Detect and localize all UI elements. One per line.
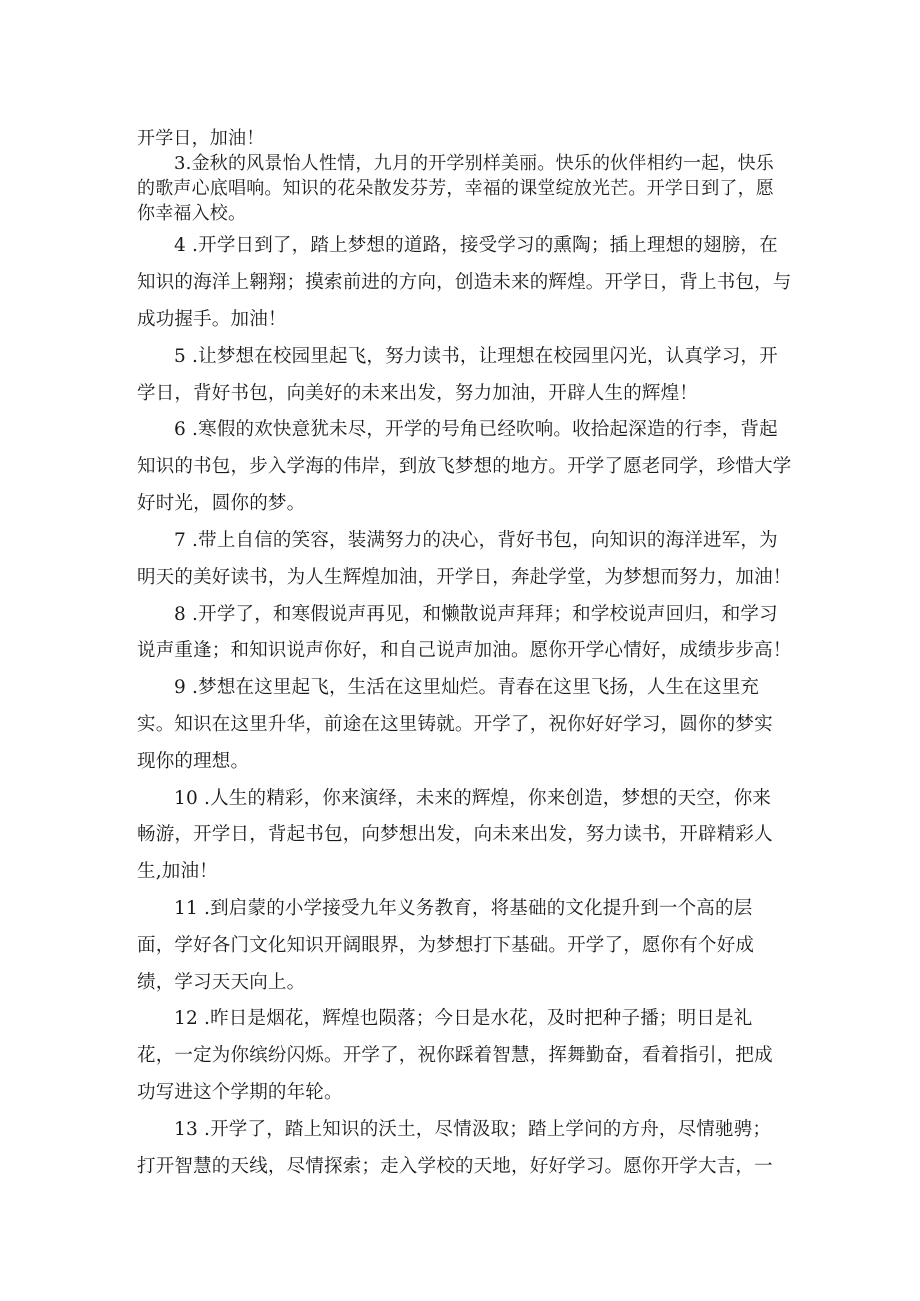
paragraph-line: 明天的美好读书，为人生辉煌加油，开学日，奔赴学堂，为梦想而努力，加油！ <box>137 567 792 588</box>
paragraph-line: 打开智慧的天线，尽情探索；走入学校的天地，好好学习。愿你开学大吉，一 <box>137 1156 773 1177</box>
paragraph-line: 知识的海洋上翱翔；摸索前进的方向，创造未来的辉煌。开学日，背上书包，与 <box>137 272 792 293</box>
paragraph-line: 6 .寒假的欢快意犹未尽，开学的号角已经吹响。收拾起深造的行李，背起 <box>174 419 778 440</box>
paragraph-line: 实。知识在这里升华，前途在这里铸就。开学了，祝你好好学习，圆你的梦实 <box>137 714 773 735</box>
paragraph-line: 12 .昨日是烟花，辉煌也陨落；今日是水花，及时把种子播；明日是礼 <box>174 1008 753 1029</box>
paragraph-line: 绩，学习天天向上。 <box>137 972 306 993</box>
paragraph-line: 成功握手。加油！ <box>137 309 287 330</box>
paragraph-line: 知识的书包，步入学海的伟岸，到放飞梦想的地方。开学了愿老同学，珍惜大学 <box>137 456 792 477</box>
paragraph-line: 现你的理想。 <box>137 751 250 772</box>
paragraph-line: 5 .让梦想在校园里起飞，努力读书，让理想在校园里闪光，认真学习，开 <box>174 346 778 367</box>
paragraph-line: 面，学好各门文化知识开阔眼界，为梦想打下基础。开学了，愿你有个好成 <box>137 935 755 956</box>
paragraph-line: 好时光，圆你的梦。 <box>137 493 306 514</box>
paragraph-line: 4 .开学日到了，踏上梦想的道路，接受学习的熏陶；插上理想的翅膀，在 <box>174 235 778 256</box>
paragraph-line: 11 .到启蒙的小学接受九年义务教育，将基础的文化提升到一个高的层 <box>174 898 753 919</box>
paragraph-line: 7 .带上自信的笑容，装满努力的决心，背好书包，向知识的海洋进军，为 <box>174 530 778 551</box>
paragraph-line: 畅游，开学日，背起书包，向梦想出发，向未来出发，努力读书，开辟精彩人 <box>137 824 773 845</box>
paragraph-line: 的歌声心底唱响。知识的花朵散发芬芳，幸福的课堂绽放光芒。开学日到了，愿 <box>137 178 774 199</box>
paragraph-line: 9 .梦想在这里起飞，生活在这里灿烂。青春在这里飞扬，人生在这里充 <box>174 677 760 698</box>
paragraph-line: 生,加油！ <box>137 861 218 882</box>
paragraph-line: 10 .人生的精彩，你来演绎，未来的辉煌，你来创造，梦想的天空，你来 <box>174 788 772 809</box>
paragraph-line: 13 .开学了，踏上知识的沃土，尽情汲取；踏上学问的方舟，尽情驰骋； <box>174 1119 772 1140</box>
paragraph-line: 说声重逢；和知识说声你好，和自己说声加油。愿你开学心情好，成绩步步高！ <box>137 640 792 661</box>
paragraph-line: 8 .开学了，和寒假说声再见，和懒散说声拜拜；和学校说声回归，和学习 <box>174 604 778 625</box>
paragraph-line: 3.金秋的风景怡人性情，九月的开学别样美丽。快乐的伙伴相约一起，快乐 <box>174 153 774 174</box>
paragraph-line: 你幸福入校。 <box>137 203 247 224</box>
paragraph-line: 开学日，加油！ <box>137 128 265 149</box>
paragraph-line: 学日，背好书包，向美好的未来出发，努力加油，开辟人生的辉煌！ <box>137 383 699 404</box>
paragraph-line: 功写进这个学期的年轮。 <box>137 1082 343 1103</box>
paragraph-line: 花，一定为你缤纷闪烁。开学了，祝你踩着智慧，挥舞勤奋，看着指引，把成 <box>137 1045 773 1066</box>
